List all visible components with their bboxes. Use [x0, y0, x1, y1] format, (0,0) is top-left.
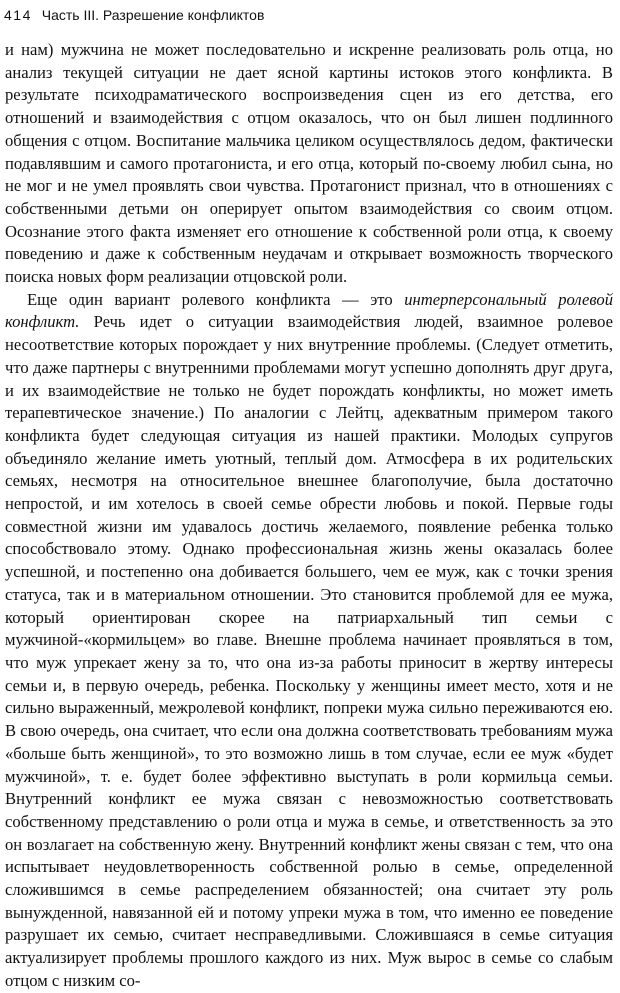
text-run: Речь идет о ситуации взаимодействия людей, взаимное ролевое несоответствие которых порождает у них внутренние проблемы. (Следует отметить, что даже партнеры с внутренними проблемами могут успешно дополнять друг друга, и их взаимодействие не только не будет порождать конфликты, но может иметь терапевтическое значение.) По аналогии с Лейтц, адекватным примером такого конфликта будет следующая ситуация из нашей практики. Молодых супругов объединяло желание иметь уютный, теплый дом. Атмосфера в их родительских семьях, несмотря на относительное внешнее благополучие, была достаточно непростой, и им хотелось в своей семье обрести любовь и покой. Первые годы совместной жизни им удавалось достичь желаемого, появление ребенка только способствовало этому. Однако профессиональная жизнь жены оказалась более успешной, и постепенно она добивается большего, чем ее муж, как с точки зрения статуса, так и в материальном отношении. Это становится проблемой для ее мужа, который ориентирован скорее на патриархальный тип семьи с мужчиной-«кормильцем» во главе. Внешне проблема начинает проявляться в том, что муж упрекает жену за то, что она из-за работы приносит в жертву интересы семьи и, в первую очередь, ребенка. Поскольку у женщины имеет место, хотя и не сильно выраженный, межролевой конфликт, попреки мужа сильно переживаются ею. В свою очередь, она считает, что если она должна соответствовать требованиям мужа «больше быть женщиной», то это возможно лишь в том случае, если ее муж «будет мужчиной», т. е. будет более эффективно выступать в роли кормильца семьи. Внутренний конфликт ее мужа связан с невозможностью соответствовать собственному представлению о роли отца и мужа в семье, и ответственность за это он возлагает на собственную жену. Внутренний конфликт жены связан с тем, что она испытывает неудовлетворенность собственной ролью в семье, определенной сложившимся в семье распределением обязанностей; она считает эту роль вынужденной, навязанной ей и потому упреки мужа в том, что именно ее поведение разрушает их семью, считает несправедливыми. Сложившаяся в семье ситуация актуализирует проблемы прошлого каждого из них. Муж вырос в семье со слабым отцом с низким со-	[5, 312, 613, 990]
body-paragraph	[5, 39, 613, 289]
text-run: Еще один вариант ролевого конфликта — это	[27, 289, 405, 309]
page-body	[5, 39, 613, 993]
page-number: 414	[4, 7, 32, 23]
section-title: Часть III. Разрешение конфликтов	[41, 7, 265, 23]
italic-term: интерперсональный ролевой конфликт.	[5, 289, 613, 332]
text-run: и нам) мужчина не может последовательно и искренне реализовать роль отца, но анализ текущей ситуации не дает ясной картины истоков этого конфликта. В результате психодраматического воспроизведения сцен из его детства, его отношений и взаимодействия с отцом оказалось, что он был лишен подлинного общения с отцом. Воспитание мальчика целиком осуществлялось дедом, фактически подавлявшим и самого протагониста, и его отца, который по-своему любил сына, но не мог и не умел проявлять свои чувства. Протагонист признал, что в отношениях с собственными детьми он оперирует опытом взаимодействия со своим отцом. Осознание этого факта изменяет его отношение к собственной роли отца, к своему поведению и даже к собственным неудачам и открывает возможность творческого поиска новых форм реализации отцовской роли.	[5, 40, 613, 287]
body-paragraph	[5, 289, 613, 993]
running-header	[4, 4, 616, 26]
